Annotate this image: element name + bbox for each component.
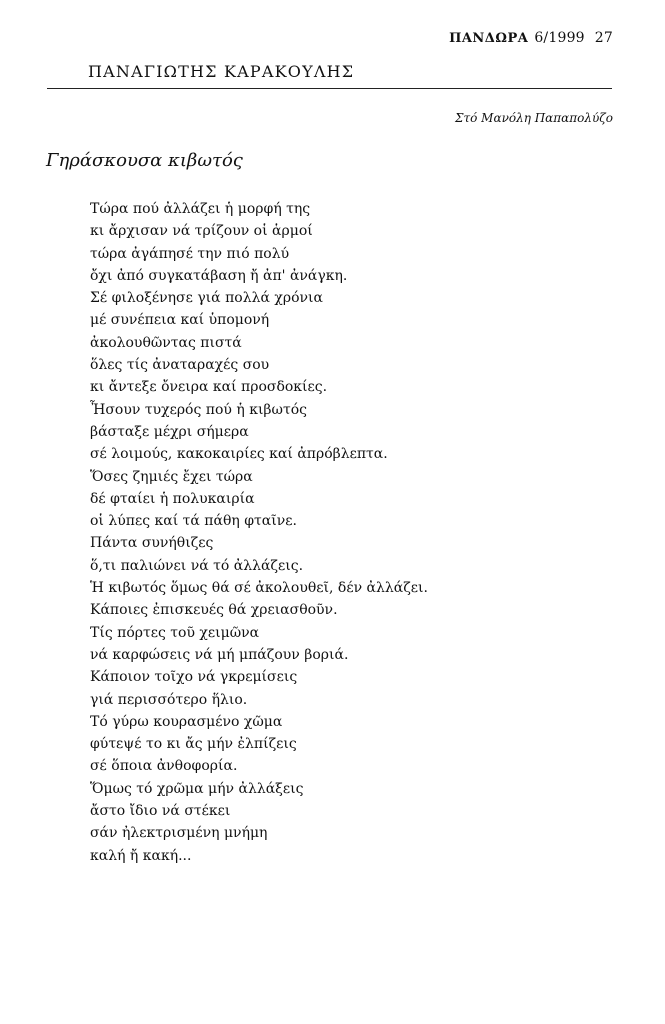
poem-line: Κάποιον τοῖχο νά γκρεμίσεις: [90, 669, 298, 686]
poem-line: Ἡ κιβωτός ὅμως θά σέ ἀκολουθεῖ, δέν ἀλλάζει.: [90, 580, 428, 597]
poem-line: μέ συνέπεια καί ὑπομονή: [90, 312, 270, 329]
poem-line: Πάντα συνήθιζες: [90, 535, 214, 552]
poem-line: δέ φταίει ἡ πολυκαιρία: [90, 490, 255, 507]
poem-line: οἱ λύπες καί τά πάθη φταῖνε.: [90, 513, 297, 530]
poem-title: Γηράσκουσα κιβωτός: [46, 150, 243, 171]
poem-line: Ὅσες ζημιές ἔχει τώρα: [90, 468, 253, 485]
poem-line: γιά περισσότερο ἥλιο.: [90, 691, 248, 708]
poem-line: σέ ὅποια ἀνθοφορία.: [90, 758, 238, 775]
poem-line: Σέ φιλοξένησε γιά πολλά χρόνια: [90, 290, 323, 307]
masthead: [449, 30, 613, 46]
page-number: 27: [594, 30, 613, 46]
poem-line: ὄχι ἀπό συγκατάβαση ἤ ἀπ' ἀνάγκη.: [90, 267, 348, 284]
poem-line: Ἦσουν τυχερός πού ἡ κιβωτός: [90, 401, 307, 418]
poem-line: Τίς πόρτες τοῦ χειμῶνα: [90, 624, 260, 641]
magazine-name: ΠΑΝΔΩΡΑ: [449, 30, 529, 46]
poem-line: σάν ἠλεκτρισμένη μνήμη: [90, 825, 268, 842]
poem-line: κι ἄρχισαν νά τρίζουν οἱ ἁρμοί: [90, 223, 313, 240]
poem-line: Τό γύρω κουρασμένο χῶμα: [90, 713, 283, 730]
poem-line: Ὅμως τό χρῶμα μήν ἀλλάξεις: [90, 780, 304, 797]
issue-number: 6/1999: [534, 30, 585, 46]
poem-line: σέ λοιμούς, κακοκαιρίες καί ἀπρόβλεπτα.: [90, 446, 388, 463]
poem-body: [90, 198, 428, 867]
poem-line: φύτεψέ το κι ἄς μήν ἐλπίζεις: [90, 736, 297, 753]
poem-line: καλή ἤ κακή...: [90, 847, 192, 864]
poem-line: κι ἄντεξε ὄνειρα καί προσδοκίες.: [90, 379, 328, 396]
header-divider: [47, 88, 612, 89]
poem-line: Κάποιες ἐπισκευές θά χρειασθοῦν.: [90, 602, 338, 619]
author-name: ΠΑΝΑΓΙΩΤΗΣ ΚΑΡΑΚΟΥΛΗΣ: [88, 62, 355, 81]
poem-line: ὅλες τίς ἀναταραχές σου: [90, 357, 270, 374]
poem-line: ἄστο ἴδιο νά στέκει: [90, 803, 231, 820]
poem-line: ὅ,τι παλιώνει νά τό ἀλλάζεις.: [90, 557, 304, 574]
poem-line: τώρα ἀγάπησέ την πιό πολύ: [90, 245, 290, 262]
poem-line: ἀκολουθῶντας πιστά: [90, 334, 242, 351]
poem-line: βάσταξε μέχρι σήμερα: [90, 423, 249, 440]
poem-line: Τώρα πού ἀλλάζει ἡ μορφή της: [90, 201, 311, 217]
poem-line: νά καρφώσεις νά μή μπάζουν βοριά.: [90, 646, 349, 663]
dedication: Στό Μανόλη Παπαπολύζο: [455, 111, 613, 125]
